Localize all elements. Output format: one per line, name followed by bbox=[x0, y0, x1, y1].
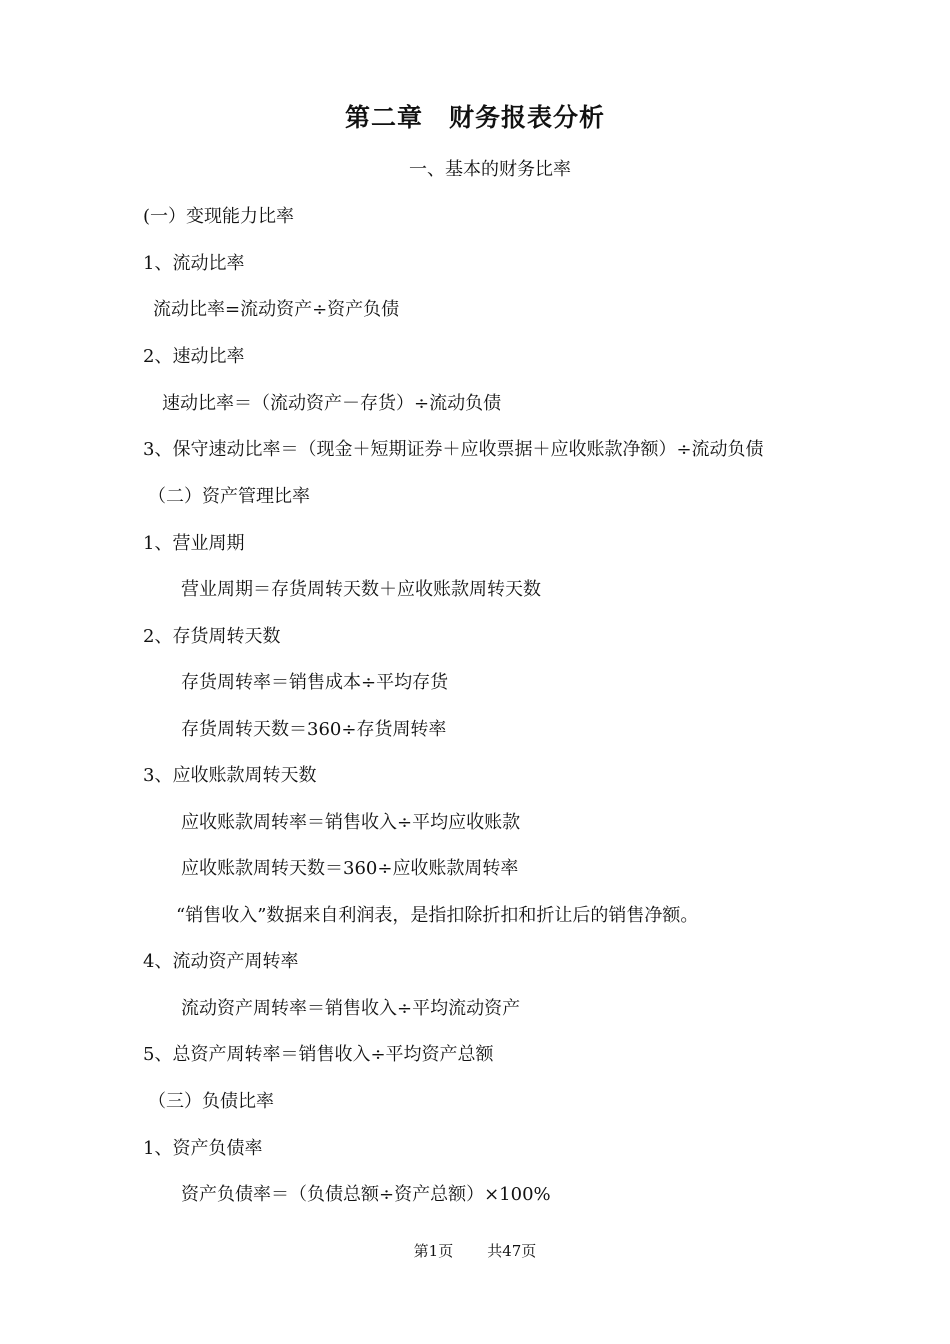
subsection-heading: (一）变现能力比率 bbox=[143, 206, 295, 227]
item-heading: 1、流动比率 bbox=[143, 253, 245, 274]
formula-line: 存货周转天数＝360÷存货周转率 bbox=[181, 719, 447, 740]
item-heading: 5、总资产周转率＝销售收入÷平均资产总额 bbox=[143, 1044, 494, 1065]
section-heading: 一、基本的财务比率 bbox=[409, 159, 571, 180]
formula-line: 资产负债率＝（负债总额÷资产总额）×100% bbox=[181, 1184, 551, 1205]
item-heading: 1、营业周期 bbox=[143, 533, 245, 554]
formula-line: 速动比率＝（流动资产－存货）÷流动负债 bbox=[162, 393, 502, 414]
page-total: 共47页 bbox=[487, 1242, 537, 1260]
item-heading: 2、速动比率 bbox=[143, 346, 245, 367]
item-heading: 3、应收账款周转天数 bbox=[143, 765, 317, 786]
formula-line: 流动比率=流动资产÷资产负债 bbox=[153, 299, 400, 320]
subsection-heading: （二）资产管理比率 bbox=[148, 486, 310, 507]
formula-line: 营业周期＝存货周转天数＋应收账款周转天数 bbox=[181, 579, 541, 600]
page-number: 第1页 bbox=[413, 1242, 454, 1260]
formula-line: 流动资产周转率＝销售收入÷平均流动资产 bbox=[181, 998, 521, 1019]
note-line: “销售收入”数据来自利润表，是指扣除折扣和折让后的销售净额。 bbox=[176, 905, 699, 926]
chapter-title: 第二章 财务报表分析 bbox=[344, 103, 605, 132]
item-heading: 2、存货周转天数 bbox=[143, 626, 281, 647]
subsection-heading: （三）负债比率 bbox=[148, 1091, 274, 1112]
item-heading: 4、流动资产周转率 bbox=[143, 951, 299, 972]
page-footer bbox=[0, 1241, 950, 1261]
formula-line: 存货周转率＝销售成本÷平均存货 bbox=[181, 672, 449, 693]
item-heading: 3、保守速动比率＝（现金＋短期证券＋应收票据＋应收账款净额）÷流动负债 bbox=[143, 439, 764, 460]
formula-line: 应收账款周转率＝销售收入÷平均应收账款 bbox=[181, 812, 521, 833]
formula-line: 应收账款周转天数＝360÷应收账款周转率 bbox=[181, 858, 519, 879]
item-heading: 1、资产负债率 bbox=[143, 1138, 263, 1159]
